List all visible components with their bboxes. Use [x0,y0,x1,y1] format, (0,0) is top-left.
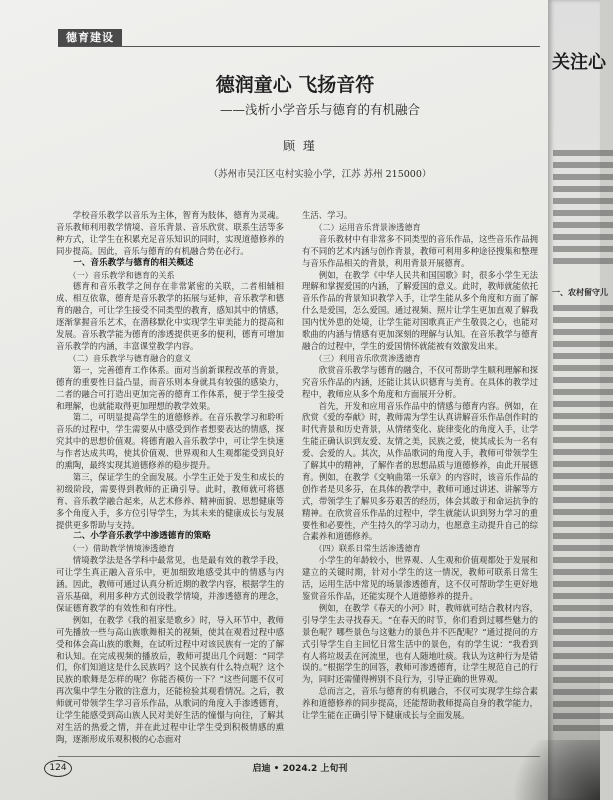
paragraph: 学校音乐教学以音乐为主体，智育为肢体，德育为灵魂。音乐教师利用教学情境、音乐背景、音乐欣赏、联系生活等多种方式，让学生在积累充足音乐知识的同时，实现道德修养的同步提高。因此，音乐与德育的有机融合势在必行。 [56,210,284,256]
adjacent-page-heading: 关注心 [552,52,606,73]
paragraph: 例如，在教学《春天的小河》时，教师就可结合教材内容，引导学生去寻找春天。“在春天的时节，你们看到过哪些魅力的景色呢？哪些景色与这魅力的景色并不匹配呢？”通过提问的方式引导学生自主回忆日常生活中的景色，有的学生说：“我看到有人将垃圾丢在河流里，也有人随地吐痰。我认为这种行为是错误的。”根据学生的回答，教师可渗透德育，让学生规范自己的行为，同时还需懂得辨别不良行为，引导正确的世界观。 [302,602,538,685]
paragraph: 音乐教材中有非常多不同类型的音乐作品，这些音乐作品拥有不同的艺术内涵与创作背景，教师可利用多种途径搜集和整理与音乐作品相关的背景，利用背景开展德育。 [302,233,538,268]
author-affiliation: （苏州市吴江区屯村实验小学，江苏 苏州 215000） [208,169,432,180]
adjacent-text-lines [553,150,613,270]
paragraph: 例如，在教学《中华人民共和国国歌》时，很多小学生无法理解和掌握爱国的内涵，了解爱国的意义。此时，教师就能依托音乐作品的背景知识教学入手，让学生能从多个角度和方面了解什么是爱国，怎么爱国。通过视频、照片让学生更加直观了解我国内忧外患的处境，让学生能对国歌真正产生敬畏之心，也能对歌曲的内涵与情感有更加深刻的理解与认知。在音乐教学与德育融合的过程中，学生的爱国情怀就能被有效激发出来。 [302,269,538,351]
paragraph: 德育和音乐教学之间存在非常紧密的关联，二者相辅相成、相互依靠，德育是音乐教学的拓展与延伸，音乐教学和德育的融合，可让学生接受不同类型的教育，感知其中的情感，逐渐掌握音乐艺术，在潜移默化中实现学生审美能力的提高和发展。音乐教学能为德育的渗透提供更多的便利，德育可增加音乐教学的内涵，丰富课堂教学内容。 [56,281,284,351]
subsection-heading: （二）音乐教学与德育融合的意义 [68,352,192,363]
left-text-column [56,210,284,750]
paragraph: 首先，开发和应用音乐作品中的情感与德育内容。例如，在欣赏《爱的奉献》时，教师需为学生认真讲解音乐作品创作时的时代背景和历史背景，从情绪变化、旋律变化的角度入手，让学生能正确认识到友爱、友情之美，民族之爱，使其成长为一名有爱、会爱的人。其次，从作品歌词的角度入手，教师可带领学生了解其中的精神，了解作者的思想品质与道德修养，由此开展德育。例如，在教学《交响曲第一乐章》的内容时，该音乐作品的创作者是贝多芬，在具体的教学中，教师可通过讲述、讲解等方式，带领学生了解贝多芬艰苦的经历，体会其敢于和命运抗争的精神。在欣赏音乐作品的过程中，学生就能认识到努力学习的重要性和必要性，产生持久的学习动力，也愿意主动提升自己的综合素养和道德修养。 [302,400,538,542]
paragraph: 总而言之，音乐与德育的有机融合，不仅可实现学生综合素养和道德修养的同步提高，还能帮助教师提高自身的教学能力，让学生能在正确引导下健康成长与全面发展。 [302,686,538,721]
paragraph: 第二，可明显提高学生的道德修养。在音乐教学习和聆听音乐的过程中，学生需要从中感受到作者想要表达的情感，探究其中的思想价值观。将德育融入音乐教学中，可让学生快速与作者达成共鸣，使其价值观、世界观和人生观都能受到良好的熏陶，最终实现其道德修养的稳步提升。 [56,412,284,471]
section-tag: 德育建设 [58,29,122,46]
paragraph: 第三，保证学生的全面发展。小学生正处于发生和成长的初级阶段，需要得到教师的正确引导。此时，教师就可将德育、音乐教学融合起来，从艺术修养、精神面貌、思想健康等多个角度入手，多方位引导学生，为其未来的健康成长与发展提供更多帮助与支持。 [56,471,284,530]
adjacent-page-edge [548,0,608,800]
subsection-heading: （三）利用音乐欣赏渗透德育 [314,352,421,363]
article-title: 德润童心 飞扬音符 [215,74,375,96]
page-number: 124 [44,760,72,777]
subsection-heading: （二）运用音乐背景渗透德育 [314,221,421,232]
adjacent-text-lines [553,305,613,735]
adjacent-section-heading: 一、农村留守儿 [552,287,608,297]
subsection-heading: （一）音乐教学和德育的关系 [68,269,175,280]
paragraph: 小学生的年龄较小，世界观、人生观和价值观都处于发展和建立的关键时期，针对小学生的这一情况，教师可联系日常生活，运用生活中常见的场景渗透德育，这不仅可帮助学生更好地鉴赏音乐作品，还能实现个人道德修养的提升。 [302,555,538,601]
right-text-column [302,210,538,750]
section-heading: 二、小学音乐教学中渗透德育的策略 [73,531,211,542]
article-author: 顾 瑾 [283,139,317,153]
paragraph: 第一，完善德育工作体系。面对当前新课程改革的背景，德育的重要性日益凸显，而音乐则本身就具有较强的感染力，二者的融合可打造出更加完善的德育工作体系，便于学生接受和理解，也就能取得更加理想的教学效果。 [56,364,284,411]
section-heading: 一、音乐教学与德育的相关概述 [73,257,194,268]
paragraph: 情境教学法是各学科中最常见，也是最有效的教学手段，可让学生真正融入音乐中，更加细致地感受其中的情感与内涵。因此，教师可通过认真分析近期的教学内容，根据学生的音乐基础，利用多种方式创设教学情境，并渗透德育的理念，保证德育教学的有效性和有序性。 [56,555,284,613]
paragraph: 例如，在教学《我的祖家是歌乡》时，导入环节中，教师可先播放一些与高山族歌舞相关的视频，使其在观看过程中感受和体会高山族的歌舞，在试听过程中对该民族有一定的了解和认知。在完成视频的播放后，教师可提出几个问题：“同学们，你们知道这是什么民族吗？这个民族有什么特点呢？这个民族的歌舞是怎样的呢？你能否模仿一下？”这些问题不仅可再次集中学生分散的注意力，还能检验其观看情况。之后，教师就可带领学生学习音乐作品，从歌词的角度入手渗透德育，让学生能感受到高山族人民对美好生活的憧憬与向往，了解其对生活的热爱之情，并在此过程中让学生受到积极情感的熏陶，逐渐形成乐观积极的心态面对 [56,614,284,744]
article-subtitle: ——浅析小学音乐与德育的有机融合 [219,102,420,117]
journal-issue: 启迪 • 2024.2 上旬刊 [252,764,348,774]
subsection-heading: （四）联系日常生活渗透德育 [314,543,421,554]
subsection-heading: （一）借助教学情境渗透德育 [68,543,175,554]
paragraph: 欣赏音乐教学与德育的融合，不仅可帮助学生顺利理解和探究音乐作品的内涵，还能让其认识德育与美育。在具体的教学过程中，教师应从多个角度和方面展开分析。 [302,364,538,399]
header-divider [58,46,540,47]
paragraph-continuation: 生活、学习。 [302,210,353,220]
footer-divider [58,756,540,757]
